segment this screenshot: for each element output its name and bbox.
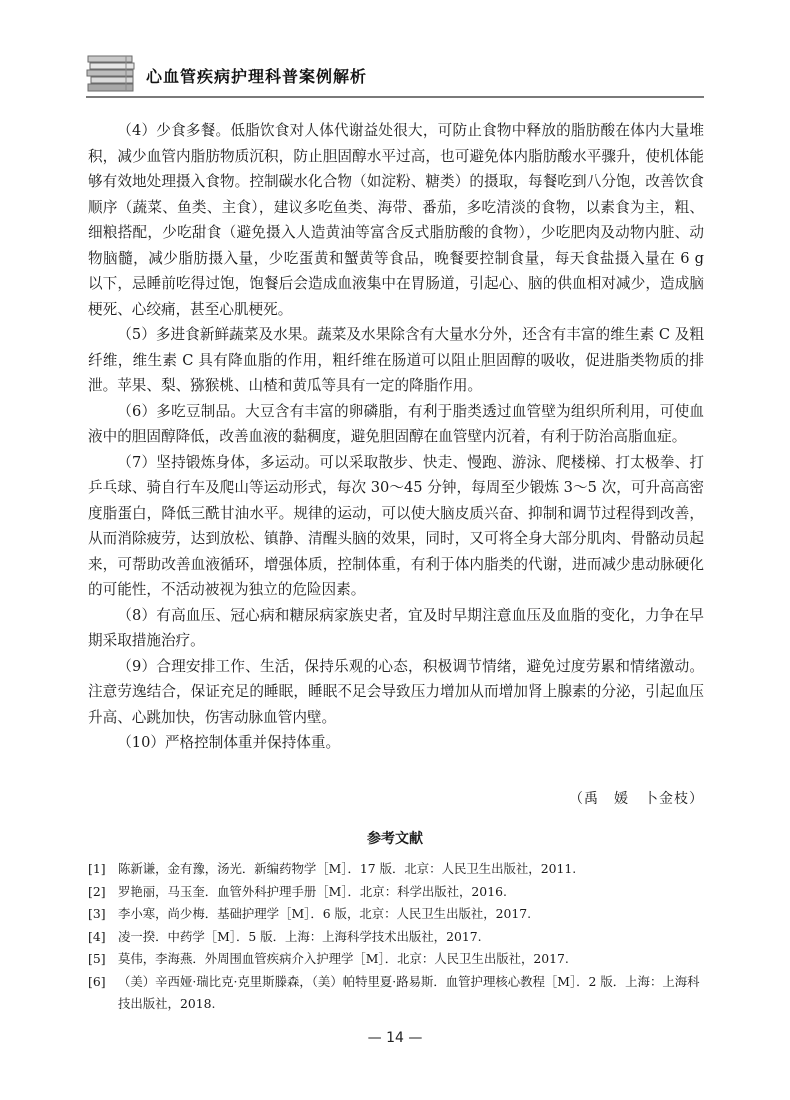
header-divider bbox=[86, 96, 704, 98]
reference-text: 莫伟，李海燕．外周围血管疾病介入护理学［M］．北京：人民卫生出版社，2017. bbox=[118, 951, 569, 966]
reference-item bbox=[88, 971, 704, 1016]
reference-item bbox=[88, 948, 704, 971]
paragraph: （6）多吃豆制品。大豆含有丰富的卵磷脂，有利于脂类透过血管壁为组织所利用，可使血液中的胆固醇降低，改善血液的黏稠度，避免胆固醇在血管壁内沉着，有利于防治高脂血症。 bbox=[88, 402, 704, 445]
reference-text: （美）辛西娅·瑞比克·克里斯滕森，（美）帕特里夏·路易斯．血管护理核心教程［M］．2 版．上海：上海科技出版社，2018. bbox=[118, 973, 700, 1011]
reference-number: [6] bbox=[88, 973, 106, 989]
paragraph: （7）坚持锻炼身体，多运动。可以采取散步、快走、慢跑、游泳、爬楼梯、打太极拳、打乒乓球、骑自行车及爬山等运动形式，每次 30～45 分钟，每周至少锻炼 3～5 次，可升高高密度脂蛋白，降低三酰甘油水平。规律的运动，可以使大脑皮质兴奋、抑制和调节过程得到改善，从而消除疲劳，达到放松、镇静、清醒头脑的效果，同时，又可将全身大部分肌肉、骨骼动员起来，可帮助改善血液循环，增强体质，控制体重，有利于体内脂类的代谢，进而减少患动脉硬化的可能性，不活动被视为独立的危险因素。 bbox=[88, 453, 704, 598]
paragraph: （5）多进食新鲜蔬菜及水果。蔬菜及水果除含有大量水分外，还含有丰富的维生素 C 及粗纤维，维生素 C 具有降血脂的作用，粗纤维在肠道可以阻止胆固醇的吸收，促进脂类物质的排泄。苹果、梨、猕猴桃、山楂和黄瓜等具有一定的降脂作用。 bbox=[88, 326, 704, 394]
reference-item bbox=[88, 903, 704, 926]
author-signature: （禹 媛 卜金枝） bbox=[569, 791, 704, 807]
reference-text: 李小寒，尚少梅．基础护理学［M］．6 版，北京：人民卫生出版社，2017. bbox=[118, 906, 532, 921]
book-stack-icon bbox=[86, 52, 138, 98]
running-header bbox=[0, 52, 790, 98]
reference-number: [3] bbox=[88, 906, 106, 921]
reference-text: 陈新谦，金有豫，汤光．新编药物学［M］．17 版．北京：人民卫生出版社，2011. bbox=[118, 861, 577, 876]
body-text bbox=[88, 118, 704, 756]
reference-text: 罗艳丽，马玉奎．血管外科护理手册［M］．北京：科学出版社，2016. bbox=[118, 883, 507, 899]
paragraph: （10）严格控制体重并保持体重。 bbox=[117, 734, 341, 751]
reference-item bbox=[88, 858, 704, 881]
reference-item bbox=[88, 881, 704, 904]
paragraph: （4）少食多餐。低脂饮食对人体代谢益处很大，可防止食物中释放的脂肪酸在体内大量堆积，减少血管内脂肪物质沉积，防止胆固醇水平过高，也可避免体内脂肪酸水平骤升，使机体能够有效地处理摄入食物。控制碳水化合物（如淀粉、糖类）的摄取，每餐吃到八分饱，改善饮食顺序（蔬菜、鱼类、主食），建议多吃鱼类、海带、番茄，多吃清淡的食物，以素食为主，粗、细粮搭配，少吃甜食（避免摄入人造黄油等富含反式脂肪酸的食物），少吃肥肉及动物内脏、动物脑髓，减少脂肪摄入量，少吃蛋黄和蟹黄等食品，晚餐要控制食量，每天食盐摄入量在 6 g 以下，忌睡前吃得过饱，饱餐后会造成血液集中在胃肠道，引起心、脑的供血相对减少，造成脑梗死、心绞痛，甚至心肌梗死。 bbox=[88, 122, 704, 318]
page-number: — 14 — bbox=[367, 1030, 423, 1046]
reference-number: [1] bbox=[88, 861, 106, 876]
reference-number: [4] bbox=[88, 928, 106, 944]
references-heading: 参考文献 bbox=[367, 831, 423, 847]
references-list bbox=[88, 858, 704, 1016]
reference-number: [2] bbox=[88, 883, 106, 899]
paragraph: （9）合理安排工作、生活，保持乐观的心态，积极调节情绪，避免过度劳累和情绪激动。注意劳逸结合，保证充足的睡眠，睡眠不足会导致压力增加从而增加肾上腺素的分泌，引起血压升高、心跳加快，伤害动脉血管内壁。 bbox=[88, 657, 704, 726]
reference-number: [5] bbox=[88, 951, 106, 966]
reference-item bbox=[88, 926, 704, 949]
reference-text: 凌一揆．中药学［M］．5 版．上海：上海科学技术出版社，2017. bbox=[118, 928, 482, 944]
header-title: 心血管疾病护理科普案例解析 bbox=[146, 67, 368, 86]
paragraph: （8）有高血压、冠心病和糖尿病家族史者，宜及时早期注意血压及血脂的变化，力争在早期采取措施治疗。 bbox=[88, 606, 704, 649]
